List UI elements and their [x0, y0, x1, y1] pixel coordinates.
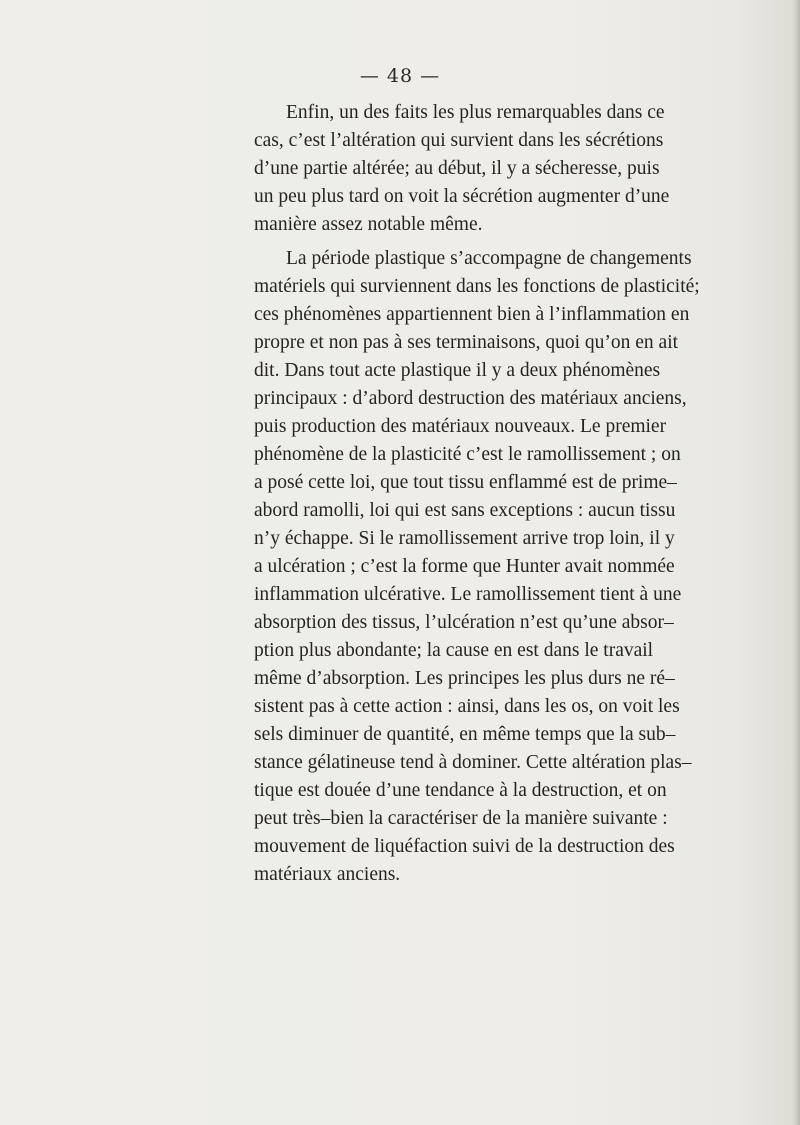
page-edge-shadow: [791, 0, 800, 1125]
paragraph-1: [254, 99, 670, 239]
text-line: cas, c’est l’altération qui survient dans les sécrétions: [254, 130, 664, 151]
text-line: principaux : d’abord destruction des matériaux anciens,: [254, 388, 687, 409]
paragraph-2: [254, 245, 700, 889]
text-line: ption plus abondante; la cause en est dans le travail: [254, 640, 654, 661]
text-line: abord ramolli, loi qui est sans exceptions : aucun tissu: [254, 500, 676, 521]
text-line: absorption des tissus, l’ulcération n’est qu’une absor–: [254, 612, 674, 633]
text-line: a ulcération ; c’est la forme que Hunter avait nommée: [254, 556, 675, 577]
text-line: n’y échappe. Si le ramollissement arrive trop loin, il y: [254, 528, 675, 549]
text-line: sels diminuer de quantité, en même temps que la sub–: [254, 724, 676, 745]
text-line: même d’absorption. Les principes les plus durs ne ré–: [254, 668, 675, 689]
text-line: La période plastique s’accompagne de changements: [286, 248, 692, 269]
text-line: Enfin, un des faits les plus remarquables dans ce: [286, 102, 665, 123]
text-line: puis production des matériaux nouveaux. Le premier: [254, 416, 667, 437]
text-line: dit. Dans tout acte plastique il y a deux phénomènes: [254, 360, 661, 381]
text-line: a posé cette loi, que tout tissu enflammé est de prime–: [254, 472, 677, 493]
text-line: un peu plus tard on voit la sécrétion augmenter d’une: [254, 186, 670, 207]
text-line: matériaux anciens.: [254, 864, 401, 885]
text-line: manière assez notable même.: [254, 214, 483, 235]
text-line: stance gélatineuse tend à dominer. Cette altération plas–: [254, 752, 692, 773]
body-text: [254, 99, 700, 889]
text-line: tique est douée d’une tendance à la destruction, et on: [254, 780, 667, 801]
text-line: phénomène de la plasticité c’est le ramollissement ; on: [254, 444, 681, 465]
text-line: matériels qui surviennent dans les fonctions de plasticité;: [254, 276, 700, 297]
text-line: mouvement de liquéfaction suivi de la destruction des: [254, 836, 675, 857]
page-number: — 48 —: [359, 65, 441, 87]
text-line: propre et non pas à ses terminaisons, quoi qu’on en ait: [254, 332, 679, 353]
text-line: peut très–bien la caractériser de la manière suivante :: [254, 808, 668, 829]
text-line: sistent pas à cette action : ainsi, dans les os, on voit les: [254, 696, 680, 717]
text-line: d’une partie altérée; au début, il y a sécheresse, puis: [254, 158, 660, 179]
text-line: inflammation ulcérative. Le ramollissement tient à une: [254, 584, 682, 605]
text-line: ces phénomènes appartiennent bien à l’inflammation en: [254, 304, 690, 325]
